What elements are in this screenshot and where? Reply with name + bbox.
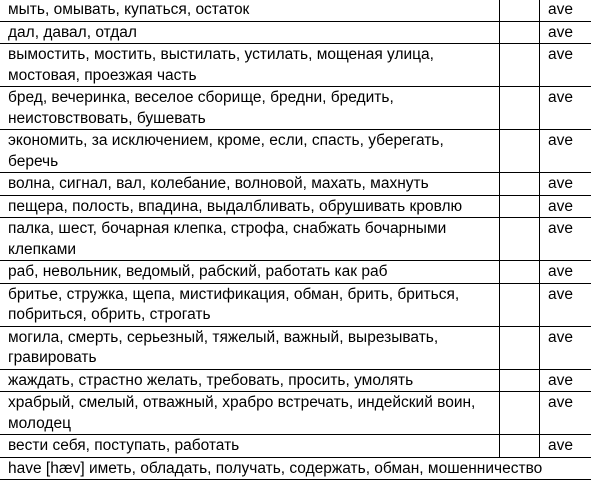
blank-cell	[500, 369, 540, 392]
tag-cell: ave	[540, 326, 591, 369]
tag-cell: ave	[540, 435, 591, 458]
meaning-cell: могила, смерть, серьезный, тяжелый, важный, вырезывать, гравировать	[0, 326, 500, 369]
blank-cell	[500, 21, 540, 44]
tag-cell: ave	[540, 130, 591, 173]
table-row	[0, 87, 591, 130]
meaning-cell: храбрый, смелый, отважный, храбро встречать, индейский воин, молодец	[0, 392, 500, 435]
tag-cell: ave	[540, 44, 591, 87]
blank-cell	[500, 283, 540, 326]
table-row	[0, 173, 591, 196]
tag-cell: ave	[540, 21, 591, 44]
meaning-cell: дал, давал, отдал	[0, 21, 500, 44]
blank-cell	[500, 173, 540, 196]
tag-cell: ave	[540, 0, 591, 21]
meaning-cell: раб, невольник, ведомый, рабский, работать как раб	[0, 261, 500, 284]
table-row	[0, 326, 591, 369]
blank-cell	[500, 130, 540, 173]
table-row	[0, 130, 591, 173]
footer-cell: have [hæv] иметь, обладать, получать, содержать, обман, мошенничество	[0, 457, 591, 480]
tag-cell: ave	[540, 173, 591, 196]
table-row	[0, 392, 591, 435]
blank-cell	[500, 435, 540, 458]
meaning-cell: вести себя, поступать, работать	[0, 435, 500, 458]
meaning-cell: пещера, полость, впадина, выдалбливать, обрушивать кровлю	[0, 195, 500, 218]
footer-row	[0, 457, 591, 480]
blank-cell	[500, 195, 540, 218]
table-row	[0, 261, 591, 284]
tag-cell: ave	[540, 218, 591, 261]
tag-cell: ave	[540, 195, 591, 218]
blank-cell	[500, 0, 540, 21]
table-row	[0, 0, 591, 21]
blank-cell	[500, 261, 540, 284]
meaning-cell: бритье, стружка, щепа, мистификация, обман, брить, бриться, побриться, обрить, строгать	[0, 283, 500, 326]
meaning-cell: жаждать, страстно желать, требовать, просить, умолять	[0, 369, 500, 392]
meaning-cell: вымостить, мостить, выстилать, устилать, мощеная улица, мостовая, проезжая часть	[0, 44, 500, 87]
tag-cell: ave	[540, 369, 591, 392]
blank-cell	[500, 44, 540, 87]
tag-cell: ave	[540, 87, 591, 130]
table-row	[0, 369, 591, 392]
table-row	[0, 218, 591, 261]
table-row	[0, 21, 591, 44]
blank-cell	[500, 218, 540, 261]
meaning-cell: мыть, омывать, купаться, остаток	[0, 0, 500, 21]
meaning-cell: бред, вечеринка, веселое сборище, бредни, бредить, неистовствовать, бушевать	[0, 87, 500, 130]
meaning-cell: волна, сигнал, вал, колебание, волновой, махать, махнуть	[0, 173, 500, 196]
table-row	[0, 435, 591, 458]
blank-cell	[500, 87, 540, 130]
tag-cell: ave	[540, 261, 591, 284]
meaning-cell: экономить, за исключением, кроме, если, спасть, уберегать, беречь	[0, 130, 500, 173]
tag-cell: ave	[540, 283, 591, 326]
table-row	[0, 44, 591, 87]
blank-cell	[500, 392, 540, 435]
table-row	[0, 195, 591, 218]
table-row	[0, 283, 591, 326]
blank-cell	[500, 326, 540, 369]
tag-cell: ave	[540, 392, 591, 435]
meaning-cell: палка, шест, бочарная клепка, строфа, снабжать бочарными клепками	[0, 218, 500, 261]
